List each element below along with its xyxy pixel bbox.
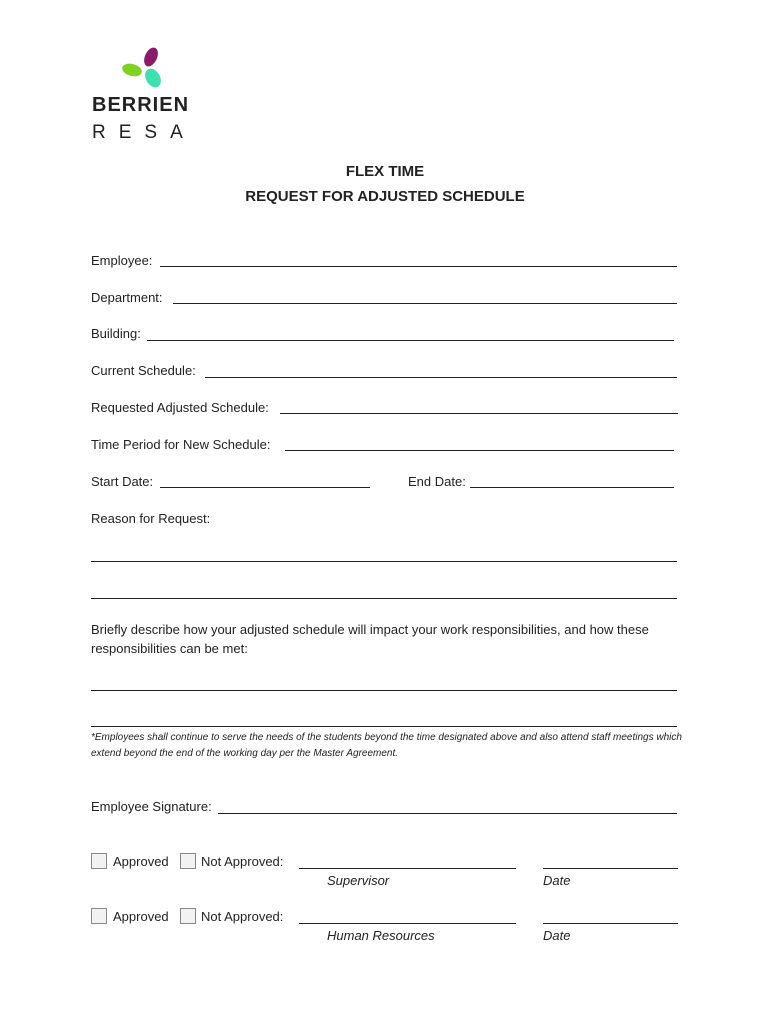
hr-date-field[interactable]	[543, 923, 678, 924]
not-approved-label: Not Approved:	[201, 854, 284, 869]
department-label: Department:	[91, 290, 163, 305]
hr-signature-field[interactable]	[299, 923, 516, 924]
supervisor-signature-field[interactable]	[299, 868, 516, 869]
current-schedule-field[interactable]	[205, 377, 677, 378]
supervisor-approved-checkbox[interactable]	[91, 853, 107, 869]
department-field[interactable]	[173, 303, 677, 304]
supervisor-date-field[interactable]	[543, 868, 678, 869]
form-title: FLEX TIME	[345, 163, 425, 180]
employee-field[interactable]	[160, 266, 677, 267]
time-period-field[interactable]	[285, 450, 674, 451]
requested-schedule-field[interactable]	[280, 413, 678, 414]
hr-caption: Human Resources	[327, 928, 435, 943]
time-period-label: Time Period for New Schedule:	[91, 437, 271, 452]
requested-schedule-label: Requested Adjusted Schedule:	[91, 400, 269, 415]
supervisor-not-approved-checkbox[interactable]	[180, 853, 196, 869]
signature-label: Employee Signature:	[91, 799, 212, 814]
hr-date-caption: Date	[543, 928, 571, 943]
start-date-label: Start Date:	[91, 474, 154, 489]
logo-subtitle: RESA	[92, 122, 196, 143]
start-date-field[interactable]	[160, 487, 370, 488]
impact-prompt: Briefly describe how your adjusted schedule will impact your work responsibilities, and how these responsibilities can be met:	[91, 622, 649, 656]
reason-field-line-2[interactable]	[91, 598, 677, 599]
signature-field[interactable]	[218, 813, 677, 814]
impact-field-line-2[interactable]	[91, 726, 677, 727]
berrien-resa-logo	[90, 44, 210, 144]
building-field[interactable]	[147, 340, 674, 341]
leaf-logo-icon	[118, 44, 168, 94]
impact-field-line-1[interactable]	[91, 690, 677, 691]
hr-approved-checkbox[interactable]	[91, 908, 107, 924]
not-approved-label: Not Approved:	[201, 909, 284, 924]
employee-label: Employee:	[91, 253, 153, 268]
supervisor-date-caption: Date	[543, 873, 571, 888]
end-date-label: End Date:	[408, 474, 466, 489]
form-subtitle: REQUEST FOR ADJUSTED SCHEDULE	[245, 188, 525, 205]
end-date-field[interactable]	[470, 487, 674, 488]
hr-not-approved-checkbox[interactable]	[180, 908, 196, 924]
building-label: Building:	[91, 326, 141, 341]
employee-note: *Employees shall continue to serve the needs of the students beyond the time designated above and also attend staff meetings which extend beyond the end of the working day per the Master Agreement.	[91, 732, 682, 759]
logo-name: BERRIEN	[92, 94, 190, 116]
reason-label: Reason for Request:	[91, 511, 211, 526]
approved-label: Approved	[113, 854, 169, 869]
supervisor-caption: Supervisor	[327, 873, 390, 888]
current-schedule-label: Current Schedule:	[91, 363, 196, 378]
approved-label: Approved	[113, 909, 169, 924]
reason-field-line-1[interactable]	[91, 561, 677, 562]
